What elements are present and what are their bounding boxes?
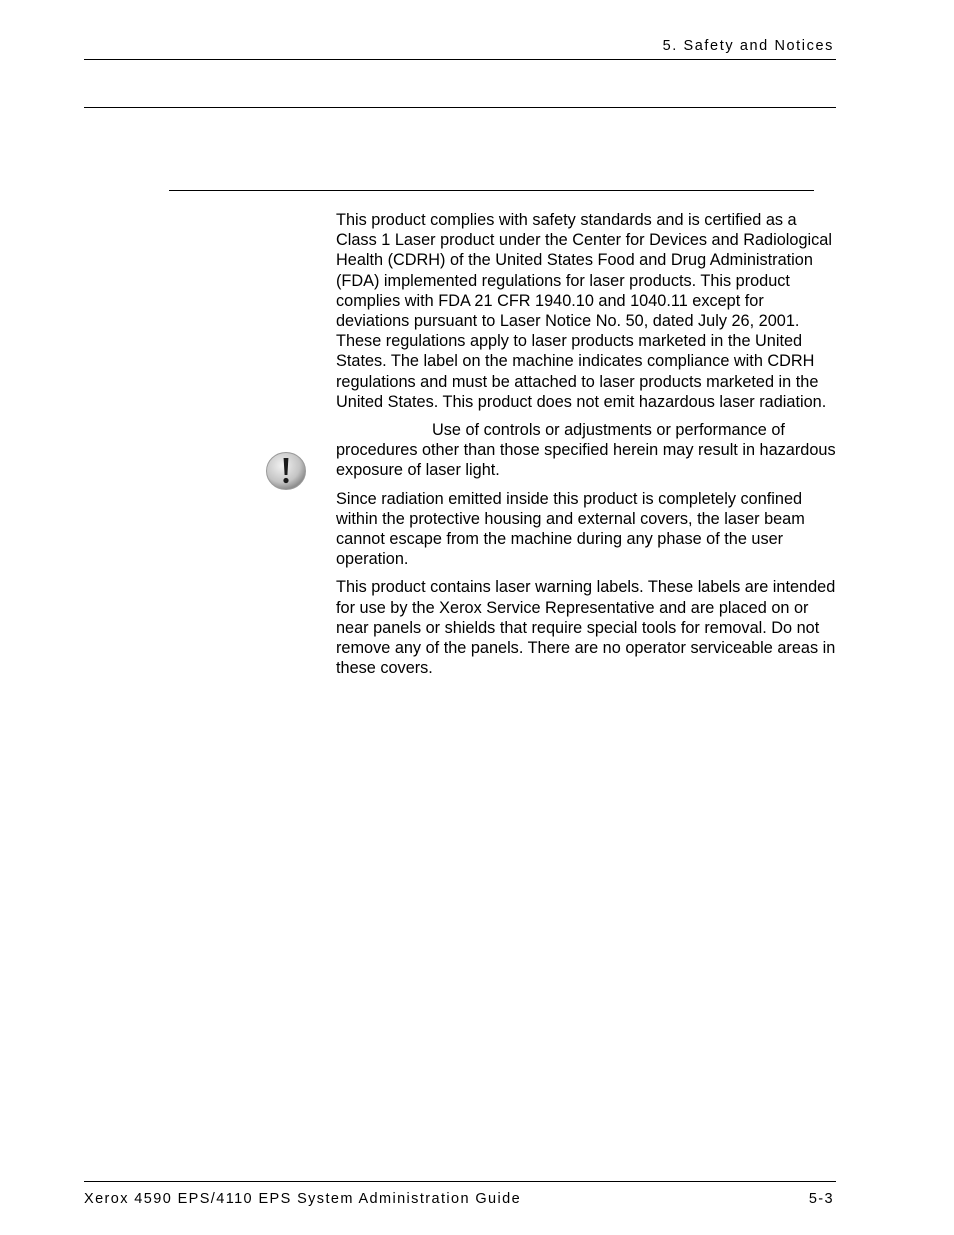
caution-exclamation-icon (265, 451, 307, 491)
chapter-rule (84, 107, 836, 108)
body-content (336, 210, 836, 686)
paragraph-caution (336, 420, 836, 481)
section-rule (169, 190, 814, 191)
paragraph-radiation-confined: Since radiation emitted inside this product is completely confined within the protective housing and external covers, the laser beam cannot escape from the machine during any phase of the user operation. (336, 489, 805, 569)
running-header-chapter: 5. Safety and Notices (662, 38, 834, 54)
caution-text: Use of controls or adjustments or performance of procedures other than those specified herein may result in hazardous exposure of laser light. (336, 421, 836, 480)
header-rule (84, 59, 836, 60)
footer-rule (84, 1181, 836, 1182)
paragraph-laser-compliance: This product complies with safety standards and is certified as a Class 1 Laser product under the Center for Devices and Radiological Health (CDRH) of the United States Food and Drug Administration (FDA) implemented regulations for laser products. This product complies with FDA 21 CFR 1940.10 and 1040.11 except for deviations pursuant to Laser Notice No. 50, dated July 26, 2001. These regulations apply to laser products marketed in the United States. The label on the machine indicates compliance with CDRH regulations and must be attached to laser products marketed in the United States. This product does not emit hazardous laser radiation. (336, 211, 832, 411)
footer-guide-title: Xerox 4590 EPS/4110 EPS System Administration Guide (84, 1191, 522, 1207)
paragraph-warning-labels: This product contains laser warning labels. These labels are intended for use by the Xerox Service Representative and are placed on or near panels or shields that require special tools for removal. Do not remove any of the panels. There are no operator serviceable areas in these covers. (336, 578, 836, 678)
footer-page-number: 5-3 (808, 1191, 834, 1207)
